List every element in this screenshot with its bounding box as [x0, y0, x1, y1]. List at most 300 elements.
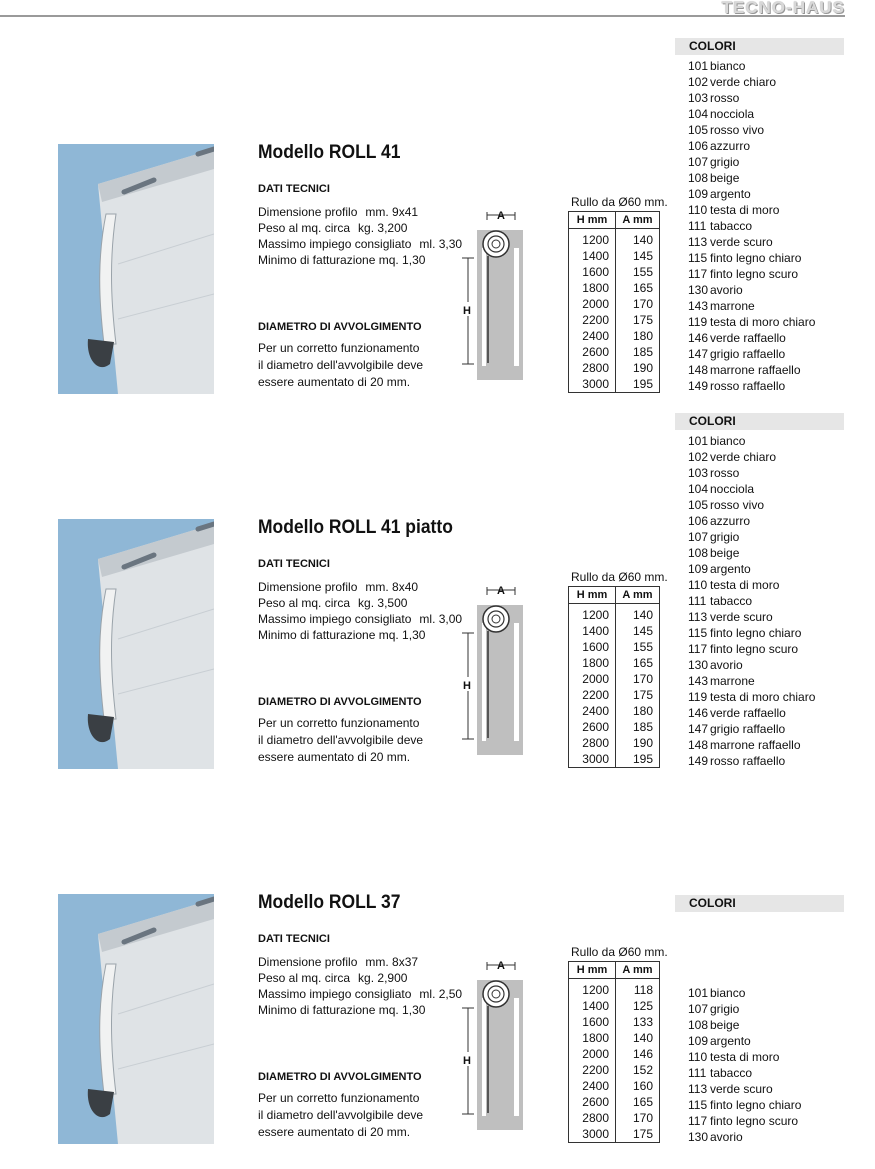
cell-a: 146 [616, 1046, 660, 1062]
spec-value: kg. 3,200 [358, 221, 408, 235]
color-name: argento [710, 187, 751, 201]
svg-text:H: H [463, 1055, 471, 1067]
color-item [688, 1129, 801, 1145]
cell-a: 170 [616, 296, 660, 312]
color-code: 115 [688, 626, 708, 640]
table-row [569, 623, 660, 639]
spec-value: ml. 3,00 [419, 612, 463, 626]
spec-row [258, 1002, 462, 1018]
color-name: marrone [710, 674, 755, 688]
diametro-line: essere aumentato di 20 mm. [258, 375, 411, 389]
cell-a: 165 [616, 1094, 660, 1110]
color-code: 111 [688, 219, 707, 233]
spec-row [258, 595, 462, 611]
color-code: 146 [688, 331, 709, 345]
dati-tecnici-label: DATI TECNICI [258, 558, 330, 570]
color-code: 109 [688, 187, 709, 201]
color-item [688, 218, 815, 234]
color-item [688, 561, 815, 577]
color-name: verde chiaro [710, 75, 777, 89]
spec-value: mm. 9x41 [365, 205, 419, 219]
col-header-a: A mm [616, 962, 660, 979]
color-name: marrone raffaello [710, 363, 801, 377]
cell-a: 155 [616, 264, 660, 280]
color-item [688, 593, 815, 609]
spec-value: kg. 2,900 [358, 971, 408, 985]
color-code: 117 [688, 1114, 708, 1128]
color-item [688, 609, 815, 625]
cell-h: 2600 [569, 719, 616, 735]
diametro-line: il diametro dell'avvolgibile deve [258, 358, 424, 372]
color-name: verde chiaro [710, 450, 777, 464]
table-row [569, 998, 660, 1014]
spec-label: Dimensione profilo [258, 580, 358, 594]
spec-label: Massimo impiego consigliato [258, 237, 412, 251]
diametro-label: DIAMETRO DI AVVOLGIMENTO [258, 1071, 422, 1083]
cell-h: 2400 [569, 1078, 616, 1094]
colori-header: COLORI [675, 895, 844, 912]
table-row [569, 979, 660, 999]
spec-row [258, 252, 462, 268]
color-name: beige [710, 171, 740, 185]
rullo-label: Rullo da Ø60 mm. [571, 195, 668, 209]
color-code: 149 [688, 754, 709, 768]
color-name: rosso raffaello [710, 379, 786, 393]
svg-text:A: A [497, 960, 505, 972]
colori-list [688, 985, 801, 1145]
color-name: finto legno chiaro [710, 626, 802, 640]
cell-h: 3000 [569, 751, 616, 768]
color-name: marrone [710, 299, 755, 313]
spec-value: ml. 2,50 [419, 987, 463, 1001]
table-row [569, 360, 660, 376]
color-code: 115 [688, 1098, 708, 1112]
table-row [569, 312, 660, 328]
specs-list [258, 204, 462, 268]
color-item [688, 250, 815, 266]
color-item [688, 202, 815, 218]
cell-a: 175 [616, 687, 660, 703]
color-item [688, 753, 815, 769]
spec-row [258, 954, 462, 970]
specs-list [258, 579, 462, 643]
color-name: grigio [710, 155, 740, 169]
cell-a: 195 [616, 751, 660, 768]
cell-h: 1600 [569, 1014, 616, 1030]
spec-row [258, 970, 462, 986]
col-header-h: H mm [569, 212, 616, 229]
product-photo [58, 519, 214, 769]
spec-label: Dimensione profilo [258, 205, 358, 219]
table-row [569, 248, 660, 264]
color-name: finto legno chiaro [710, 251, 802, 265]
color-name: verde raffaello [710, 331, 786, 345]
color-item [688, 266, 815, 282]
diametro-line: il diametro dell'avvolgibile deve [258, 1108, 424, 1122]
slat-profile-illustration [58, 144, 214, 394]
diametro-line: Per un corretto funzionamento [258, 341, 420, 355]
product-photo [58, 894, 214, 1144]
color-name: bianco [710, 59, 746, 73]
cell-h: 2000 [569, 671, 616, 687]
cell-a: 145 [616, 248, 660, 264]
color-name: grigio [710, 530, 740, 544]
color-code: 117 [688, 642, 708, 656]
color-code: 107 [688, 1002, 709, 1016]
spec-label: Peso al mq. circa [258, 596, 351, 610]
color-item [688, 985, 801, 1001]
cell-h: 3000 [569, 376, 616, 393]
spec-row [258, 220, 462, 236]
color-name: argento [710, 1034, 751, 1048]
color-code: 110 [688, 1050, 708, 1064]
color-item [688, 1113, 801, 1129]
colori-header: COLORI [675, 38, 844, 55]
slat-profile-illustration [58, 894, 214, 1144]
rullo-label: Rullo da Ø60 mm. [571, 945, 668, 959]
cell-h: 1600 [569, 264, 616, 280]
color-item [688, 90, 815, 106]
cell-h: 1400 [569, 623, 616, 639]
color-code: 109 [688, 562, 709, 576]
color-name: testa di moro [710, 578, 780, 592]
color-code: 113 [688, 235, 708, 249]
color-name: marrone raffaello [710, 738, 801, 752]
spec-row [258, 627, 462, 643]
color-item [688, 58, 815, 74]
color-code: 108 [688, 546, 709, 560]
table-row [569, 604, 660, 624]
color-code: 119 [688, 315, 708, 329]
color-item [688, 282, 815, 298]
color-name: tabacco [710, 219, 753, 233]
color-code: 104 [688, 107, 709, 121]
table-row [569, 1062, 660, 1078]
color-item [688, 1033, 801, 1049]
color-code: 107 [688, 155, 709, 169]
spec-row [258, 204, 462, 220]
table-row [569, 735, 660, 751]
col-header-h: H mm [569, 962, 616, 979]
spec-label: Dimensione profilo [258, 955, 358, 969]
color-name: testa di moro [710, 1050, 780, 1064]
diametro-line: il diametro dell'avvolgibile deve [258, 733, 424, 747]
cell-a: 190 [616, 360, 660, 376]
color-name: beige [710, 1018, 740, 1032]
color-item [688, 433, 815, 449]
color-name: rosso [710, 91, 740, 105]
table-row [569, 687, 660, 703]
diametro-line: essere aumentato di 20 mm. [258, 1125, 411, 1139]
color-item [688, 122, 815, 138]
color-name: finto legno scuro [710, 267, 799, 281]
product-photo [58, 144, 214, 394]
svg-text:H: H [463, 305, 471, 317]
diametro-line: Per un corretto funzionamento [258, 1091, 420, 1105]
color-name: grigio raffaello [710, 347, 786, 361]
table-row [569, 264, 660, 280]
diametro-label: DIAMETRO DI AVVOLGIMENTO [258, 696, 422, 708]
table-row [569, 280, 660, 296]
table-row [569, 639, 660, 655]
color-code: 115 [688, 251, 708, 265]
color-code: 104 [688, 482, 709, 496]
color-item [688, 138, 815, 154]
rullo-label: Rullo da Ø60 mm. [571, 570, 668, 584]
spec-label: Peso al mq. circa [258, 971, 351, 985]
cell-h: 2600 [569, 1094, 616, 1110]
cell-a: 152 [616, 1062, 660, 1078]
cell-a: 155 [616, 639, 660, 655]
color-code: 130 [688, 1130, 709, 1144]
color-item [688, 1097, 801, 1113]
table-row [569, 671, 660, 687]
color-item [688, 234, 815, 250]
table-row [569, 1110, 660, 1126]
table-row [569, 1126, 660, 1143]
color-name: grigio [710, 1002, 740, 1016]
color-code: 105 [688, 123, 709, 137]
winding-diagram [460, 208, 530, 398]
cell-h: 2600 [569, 344, 616, 360]
color-item [688, 74, 815, 90]
color-item [688, 1049, 801, 1065]
model-title: Modello ROLL 41 piatto [258, 517, 453, 538]
spec-value: ml. 3,30 [419, 237, 463, 251]
color-code: 143 [688, 299, 709, 313]
diametro-line: Per un corretto funzionamento [258, 716, 420, 730]
cell-a: 175 [616, 312, 660, 328]
color-item [688, 481, 815, 497]
col-header-h: H mm [569, 587, 616, 604]
color-item [688, 449, 815, 465]
cell-h: 3000 [569, 1126, 616, 1143]
brand-logo: TECNO-HAUS [721, 0, 845, 17]
color-code: 103 [688, 466, 709, 480]
cell-a: 180 [616, 703, 660, 719]
colori-list [688, 58, 815, 394]
cell-h: 1800 [569, 655, 616, 671]
color-name: testa di moro [710, 203, 780, 217]
color-name: finto legno scuro [710, 642, 799, 656]
color-code: 106 [688, 514, 709, 528]
color-item [688, 689, 815, 705]
dati-tecnici-label: DATI TECNICI [258, 183, 330, 195]
color-code: 101 [688, 59, 709, 73]
color-name: nocciola [710, 107, 755, 121]
color-name: azzurro [710, 514, 751, 528]
cell-h: 1800 [569, 280, 616, 296]
color-name: azzurro [710, 139, 751, 153]
color-item [688, 657, 815, 673]
color-item [688, 529, 815, 545]
color-item [688, 346, 815, 362]
color-name: argento [710, 562, 751, 576]
color-name: beige [710, 546, 740, 560]
table-row [569, 1078, 660, 1094]
color-item [688, 513, 815, 529]
cell-h: 2800 [569, 735, 616, 751]
dati-tecnici-label: DATI TECNICI [258, 933, 330, 945]
color-item [688, 362, 815, 378]
cell-h: 1800 [569, 1030, 616, 1046]
color-name: verde scuro [710, 610, 773, 624]
cell-h: 1600 [569, 639, 616, 655]
color-name: avorio [710, 658, 743, 672]
cell-a: 160 [616, 1078, 660, 1094]
color-name: tabacco [710, 1066, 753, 1080]
cell-a: 190 [616, 735, 660, 751]
cell-a: 145 [616, 623, 660, 639]
color-item [688, 497, 815, 513]
table-row [569, 328, 660, 344]
svg-text:A: A [497, 210, 505, 222]
cell-a: 185 [616, 719, 660, 735]
color-code: 146 [688, 706, 709, 720]
col-header-a: A mm [616, 212, 660, 229]
color-item [688, 170, 815, 186]
color-code: 119 [688, 690, 708, 704]
table-row [569, 296, 660, 312]
table-row [569, 703, 660, 719]
cell-h: 1400 [569, 248, 616, 264]
color-code: 101 [688, 986, 709, 1000]
color-code: 108 [688, 1018, 709, 1032]
color-item [688, 721, 815, 737]
table-row [569, 1094, 660, 1110]
color-code: 143 [688, 674, 709, 688]
color-code: 102 [688, 75, 709, 89]
color-name: testa di moro chiaro [710, 315, 816, 329]
color-name: verde scuro [710, 1082, 773, 1096]
cell-a: 180 [616, 328, 660, 344]
cell-h: 2800 [569, 1110, 616, 1126]
color-item [688, 577, 815, 593]
color-name: grigio raffaello [710, 722, 786, 736]
color-name: nocciola [710, 482, 755, 496]
color-name: avorio [710, 1130, 743, 1144]
cell-h: 2200 [569, 1062, 616, 1078]
color-code: 111 [688, 1066, 707, 1080]
color-item [688, 298, 815, 314]
table-row [569, 344, 660, 360]
spec-value: mm. 8x40 [365, 580, 419, 594]
color-code: 108 [688, 171, 709, 185]
cell-a: 133 [616, 1014, 660, 1030]
color-name: finto legno scuro [710, 1114, 799, 1128]
color-item [688, 705, 815, 721]
cell-h: 2200 [569, 312, 616, 328]
color-item [688, 1081, 801, 1097]
header-rule [0, 15, 845, 17]
color-name: tabacco [710, 594, 753, 608]
color-name: verde scuro [710, 235, 773, 249]
table-row [569, 1014, 660, 1030]
winding-diagram [460, 958, 530, 1148]
spec-row [258, 236, 462, 252]
dimension-table [568, 961, 660, 1143]
spec-label: Minimo di fatturazione mq. 1,30 [258, 253, 426, 267]
cell-a: 170 [616, 1110, 660, 1126]
svg-text:H: H [463, 680, 471, 692]
color-code: 103 [688, 91, 709, 105]
color-item [688, 186, 815, 202]
color-item [688, 1001, 801, 1017]
slat-profile-illustration [58, 519, 214, 769]
color-code: 149 [688, 379, 709, 393]
color-item [688, 641, 815, 657]
table-row [569, 1030, 660, 1046]
color-name: verde raffaello [710, 706, 786, 720]
color-code: 130 [688, 283, 709, 297]
color-item [688, 465, 815, 481]
table-row [569, 719, 660, 735]
cell-h: 1200 [569, 979, 616, 999]
color-code: 148 [688, 738, 709, 752]
color-item [688, 737, 815, 753]
table-row [569, 376, 660, 393]
color-code: 113 [688, 1082, 708, 1096]
colori-header: COLORI [675, 413, 844, 430]
color-item [688, 625, 815, 641]
winding-diagram [460, 583, 530, 773]
spec-value: kg. 3,500 [358, 596, 408, 610]
color-code: 117 [688, 267, 708, 281]
table-row [569, 751, 660, 768]
color-item [688, 1065, 801, 1081]
dimension-table [568, 211, 660, 393]
cell-a: 140 [616, 229, 660, 249]
spec-label: Peso al mq. circa [258, 221, 351, 235]
color-name: rosso vivo [710, 123, 765, 137]
color-item [688, 545, 815, 561]
color-name: finto legno chiaro [710, 1098, 802, 1112]
cell-h: 2800 [569, 360, 616, 376]
color-code: 109 [688, 1034, 709, 1048]
color-item [688, 378, 815, 394]
color-code: 148 [688, 363, 709, 377]
color-code: 105 [688, 498, 709, 512]
color-code: 147 [688, 722, 709, 736]
color-name: avorio [710, 283, 743, 297]
color-code: 113 [688, 610, 708, 624]
table-row [569, 1046, 660, 1062]
cell-h: 1400 [569, 998, 616, 1014]
color-name: rosso raffaello [710, 754, 786, 768]
diametro-text [258, 1090, 423, 1141]
color-name: rosso vivo [710, 498, 765, 512]
cell-a: 140 [616, 604, 660, 624]
color-code: 102 [688, 450, 709, 464]
cell-h: 1200 [569, 604, 616, 624]
spec-label: Massimo impiego consigliato [258, 612, 412, 626]
diametro-text [258, 340, 423, 391]
specs-list [258, 954, 462, 1018]
cell-a: 195 [616, 376, 660, 393]
dimension-table [568, 586, 660, 768]
diametro-label: DIAMETRO DI AVVOLGIMENTO [258, 321, 422, 333]
color-code: 147 [688, 347, 709, 361]
cell-a: 118 [616, 979, 660, 999]
table-row [569, 655, 660, 671]
cell-a: 140 [616, 1030, 660, 1046]
color-item [688, 314, 815, 330]
cell-a: 185 [616, 344, 660, 360]
cell-a: 170 [616, 671, 660, 687]
color-name: bianco [710, 434, 746, 448]
diametro-line: essere aumentato di 20 mm. [258, 750, 411, 764]
spec-row [258, 986, 462, 1002]
